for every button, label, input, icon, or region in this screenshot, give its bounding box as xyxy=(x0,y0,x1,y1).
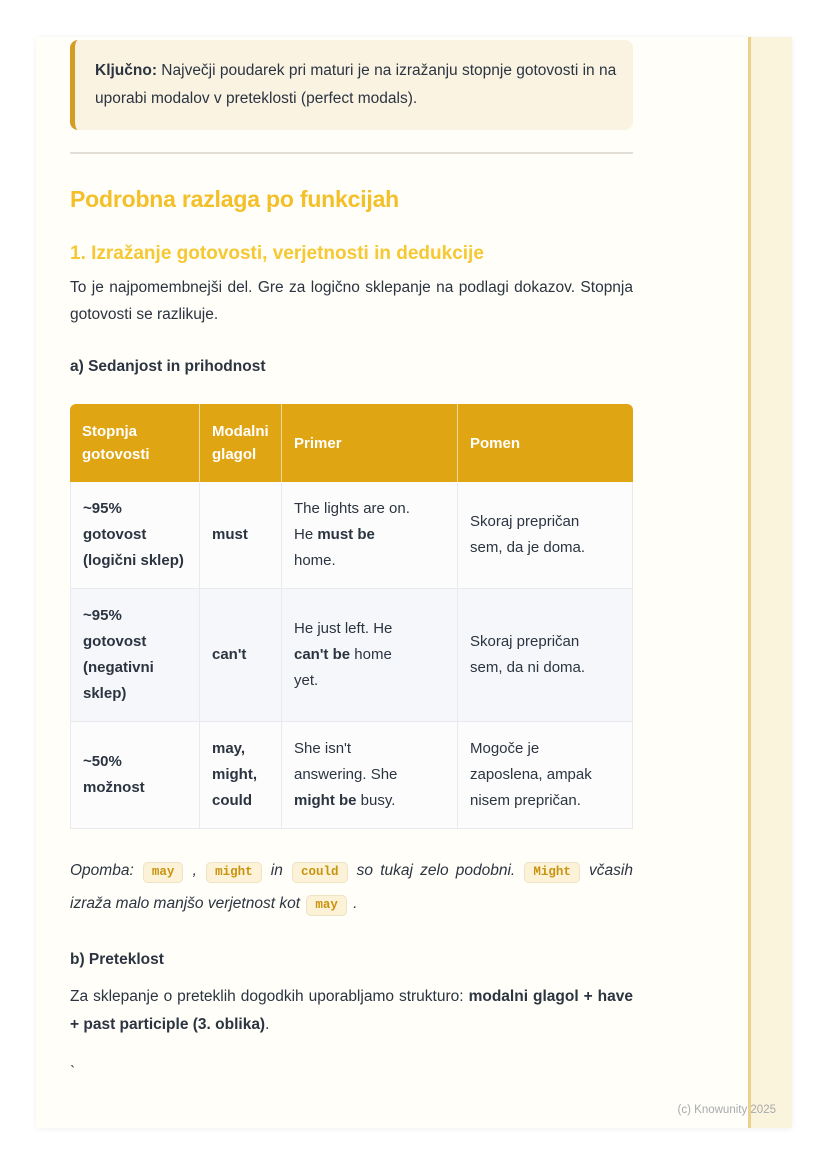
table-header-cell: Pomen xyxy=(458,404,633,482)
page-edge-band xyxy=(748,37,792,1128)
key-callout-text xyxy=(95,57,619,113)
table-cell: Mogoče je zaposlena, ampak nisem prepričan. xyxy=(458,722,633,829)
inline-code-chip: may xyxy=(306,895,347,916)
table-row xyxy=(70,722,633,829)
table-cell: She isn't answering. She might be busy. xyxy=(282,722,458,829)
table-cell: may, might, could xyxy=(200,722,282,829)
table-cell: He just left. He can't be home yet. xyxy=(282,589,458,722)
table-head xyxy=(70,404,633,482)
table-header-cell: Stopnja gotovosti xyxy=(70,404,200,482)
document-page xyxy=(36,37,792,1128)
section-title: Podrobna razlaga po funkcijah xyxy=(70,186,400,212)
document-content xyxy=(70,37,633,1083)
table-body xyxy=(70,482,633,829)
table-cell: can't xyxy=(200,589,282,722)
footer-credit: (c) Knowunity 2025 xyxy=(677,1104,776,1116)
table-cell: ~95% gotovost (logični sklep) xyxy=(70,482,200,589)
stray-backtick: ` xyxy=(70,1064,76,1081)
subheading-a: a) Sedanjost in prihodnost xyxy=(70,358,266,375)
inline-code-chip: could xyxy=(292,862,348,883)
inline-code-chip: Might xyxy=(524,862,580,883)
key-callout xyxy=(70,40,633,130)
table-row xyxy=(70,589,633,722)
inline-code-chip: might xyxy=(206,862,262,883)
table-row xyxy=(70,482,633,589)
table-header-cell: Primer xyxy=(282,404,458,482)
table-cell: Skoraj prepričan sem, da ni doma. xyxy=(458,589,633,722)
table-cell: ~95% gotovost (negativni sklep) xyxy=(70,589,200,722)
table-cell: ~50% možnost xyxy=(70,722,200,829)
inline-code-chip: may xyxy=(143,862,184,883)
key-callout-body: Največji poudarek pri maturi je na izražanju stopnje gotovosti in na uporabi modalov v preteklosti (perfect modals). xyxy=(95,62,617,107)
table-header-cell: Modalni glagol xyxy=(200,404,282,482)
table-header-row xyxy=(70,404,633,482)
table-cell: The lights are on. He must be home. xyxy=(282,482,458,589)
intro-paragraph: To je najpomembnejši del. Gre za logično sklepanje na podlagi dokazov. Stopnja gotovosti se razlikuje. xyxy=(70,279,633,323)
subheading-b: b) Preteklost xyxy=(70,951,164,968)
modal-verbs-table xyxy=(70,404,633,829)
key-callout-label: Ključno: xyxy=(95,62,157,79)
note-paragraph: Opomba: may , might in could so tukaj zelo podobni. Might včasih izraža malo manjšo verjetnost kot may . xyxy=(70,855,633,921)
table-cell: must xyxy=(200,482,282,589)
subsection-title: 1. Izražanje gotovosti, verjetnosti in dedukcije xyxy=(70,243,484,264)
table-cell: Skoraj prepričan sem, da je doma. xyxy=(458,482,633,589)
past-structure-paragraph: Za sklepanje o preteklih dogodkih uporabljamo strukturo: modalni glagol + have + past participle (3. oblika). xyxy=(70,988,633,1033)
section-divider xyxy=(70,152,633,154)
